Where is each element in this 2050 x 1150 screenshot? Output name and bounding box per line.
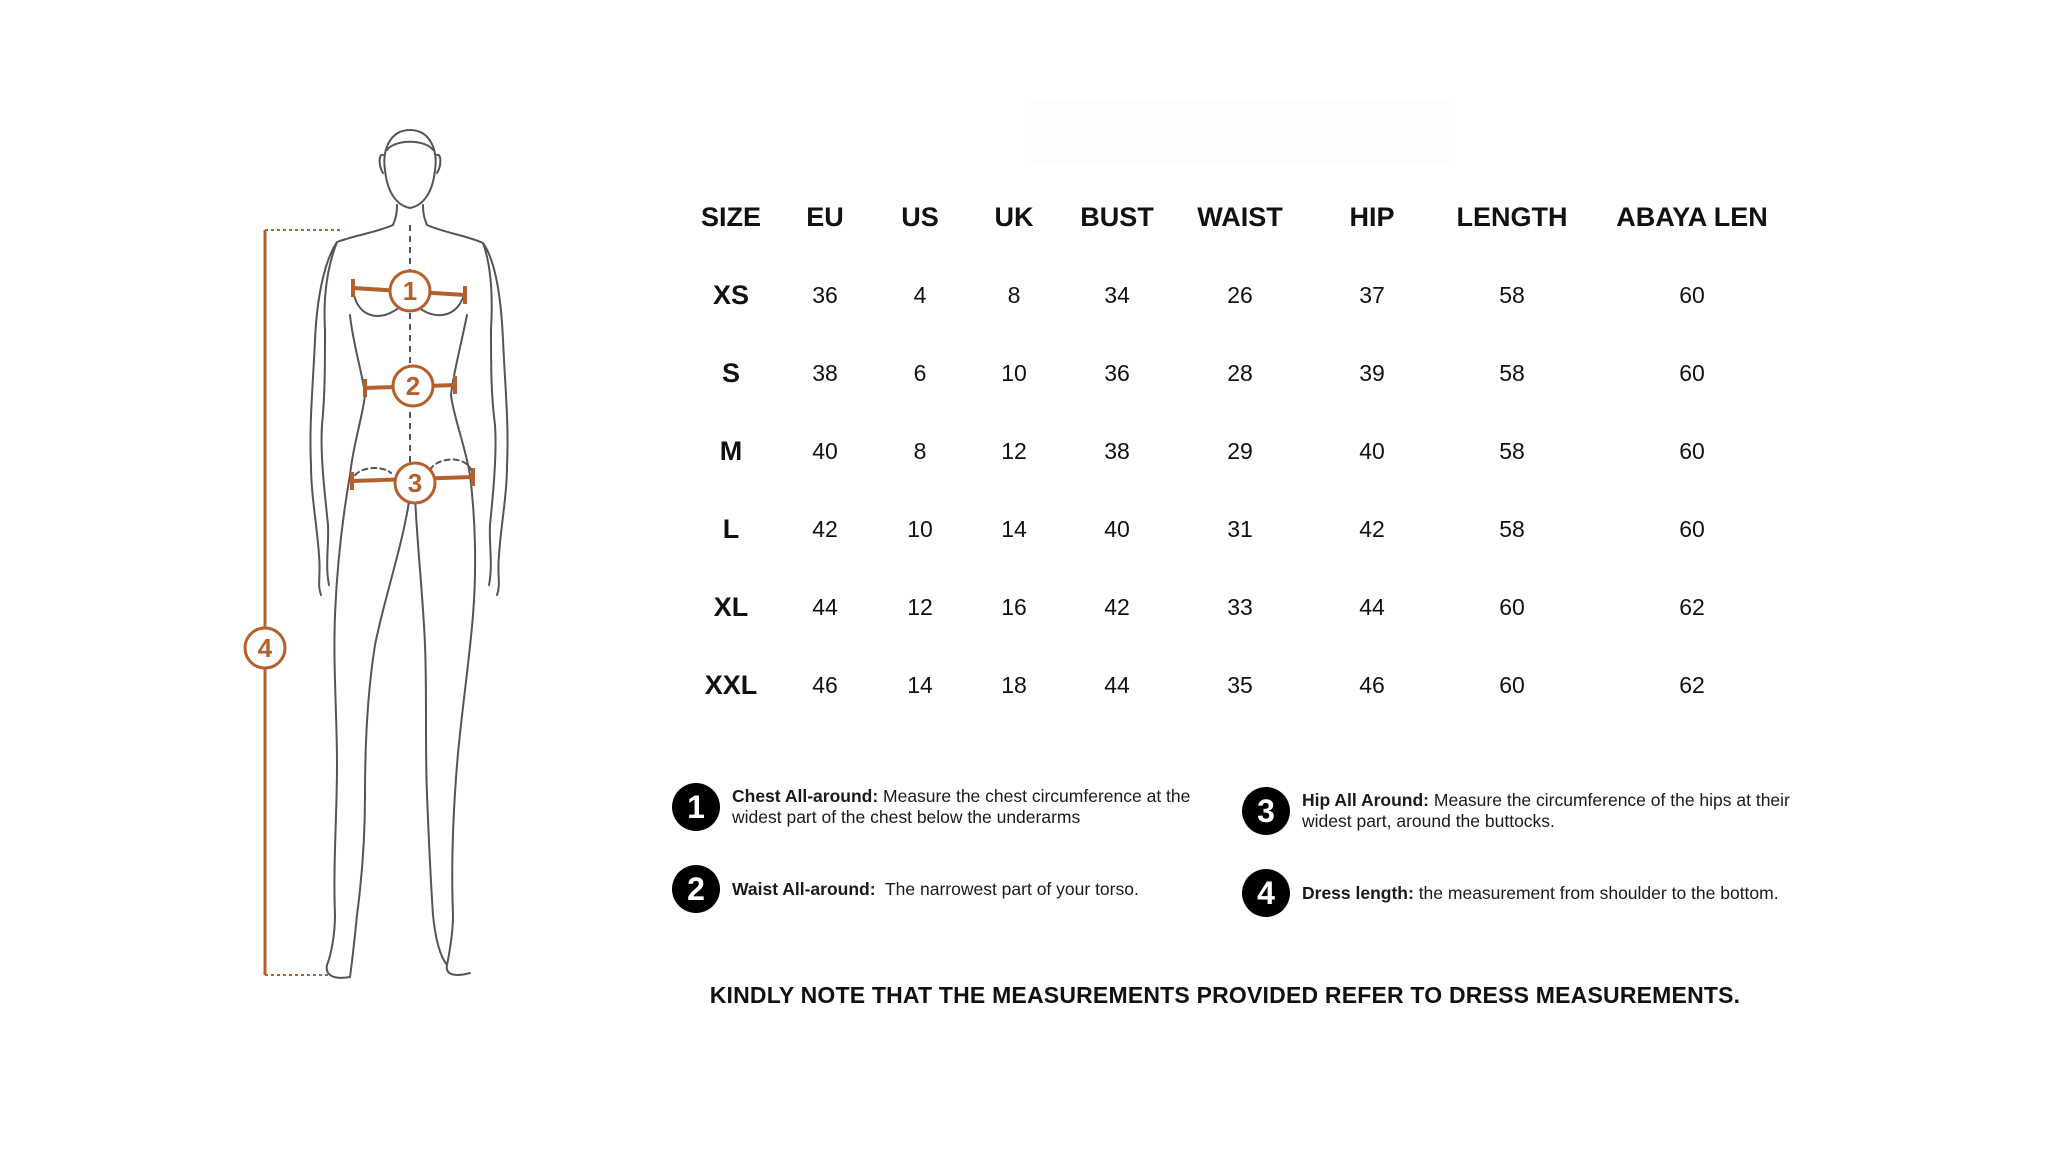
table-header-row: [685, 178, 1797, 256]
measurement-cell: 60: [1679, 437, 1705, 464]
header-placeholder: [1030, 100, 1450, 164]
table-body: [685, 256, 1797, 724]
measurement-cell: 60: [1679, 359, 1705, 386]
measurement-cell: 36: [812, 281, 838, 308]
measurement-cell: 34: [1104, 281, 1130, 308]
note-hip: [1242, 787, 1792, 835]
size-label-cell: XS: [712, 279, 750, 310]
column-header-uk: UK: [994, 201, 1034, 232]
measurement-cell: 42: [1359, 515, 1385, 542]
measurement-cell: 40: [812, 437, 838, 464]
measurement-cell: 40: [1104, 515, 1130, 542]
measurement-cell: 10: [907, 515, 933, 542]
note-waist-text: [732, 879, 1139, 900]
disclaimer-text: KINDLY NOTE THAT THE MEASUREMENTS PROVIDED REFER TO DRESS MEASUREMENTS.: [709, 982, 1741, 1008]
note-title: Chest All-around:: [732, 786, 879, 806]
column-header-size: SIZE: [700, 201, 761, 232]
column-header-abaya-len: ABAYA LEN: [1616, 201, 1768, 232]
marker-3-icon: [395, 463, 435, 503]
svg-text:2: 2: [405, 371, 421, 401]
table-row: [685, 490, 1797, 568]
column-header-hip: HIP: [1349, 201, 1395, 232]
measurement-cell: 29: [1227, 437, 1253, 464]
marker-4-icon: [245, 628, 285, 668]
measurement-cell: 58: [1499, 515, 1525, 542]
measurement-cell: 60: [1499, 671, 1525, 698]
measurement-cell: 14: [1001, 515, 1027, 542]
measurement-cell: 28: [1227, 359, 1253, 386]
body-measurement-figure: [225, 95, 545, 1015]
note-title: Hip All Around:: [1302, 790, 1430, 810]
table-row: [685, 568, 1797, 646]
measurement-cell: 62: [1679, 593, 1705, 620]
measurement-cell: 60: [1679, 281, 1705, 308]
measurement-cell: 58: [1499, 281, 1525, 308]
measurement-cell: 10: [1001, 359, 1027, 386]
measurement-cell: 60: [1499, 593, 1525, 620]
note-waist: [672, 865, 1222, 913]
measurement-cell: 42: [1104, 593, 1130, 620]
note-chest-text: [732, 786, 1222, 828]
measurement-notes: [672, 775, 1802, 935]
size-label-cell: XL: [713, 591, 749, 622]
measurement-cell: 16: [1001, 593, 1027, 620]
size-label-cell: S: [721, 357, 740, 388]
measurement-cell: 62: [1679, 671, 1705, 698]
table-row: [685, 256, 1797, 334]
note-description: Measure the circumference of the hips at their widest part, around the buttocks.: [1302, 790, 1790, 831]
column-header-us: US: [901, 201, 939, 232]
measurement-cell: 4: [913, 281, 927, 308]
measurement-cell: 31: [1227, 515, 1253, 542]
measurement-cell: 36: [1104, 359, 1130, 386]
table-row: [685, 334, 1797, 412]
measurement-cell: 35: [1227, 671, 1253, 698]
measurement-cell: 42: [812, 515, 838, 542]
svg-text:1: 1: [402, 276, 418, 306]
measurement-cell: 58: [1499, 437, 1525, 464]
svg-text:4: 4: [257, 633, 273, 663]
table-row: [685, 412, 1797, 490]
measurement-cell: 40: [1359, 437, 1385, 464]
size-label-cell: XXL: [704, 669, 758, 700]
note-hip-text: [1302, 790, 1792, 832]
note-description: The narrowest part of your torso.: [875, 878, 1139, 899]
measurement-cell: 46: [812, 671, 838, 698]
note-chest: [672, 783, 1222, 831]
note-length: [1242, 869, 1792, 917]
measurement-cell: 44: [1104, 671, 1130, 698]
measurement-cell: 44: [812, 593, 838, 620]
column-header-length: LENGTH: [1456, 201, 1568, 232]
number-3-icon: 3: [1242, 787, 1290, 835]
measurement-cell: 12: [1001, 437, 1027, 464]
measurement-cell: 12: [907, 593, 933, 620]
measurement-cell: 38: [1104, 437, 1130, 464]
number-1-icon: 1: [672, 783, 720, 831]
note-title: Dress length:: [1302, 882, 1414, 903]
measurement-cell: 8: [913, 437, 927, 464]
measurement-cell: 44: [1359, 593, 1385, 620]
measurement-cell: 18: [1001, 671, 1027, 698]
size-chart-table: [685, 178, 1797, 724]
number-4-icon: 4: [1242, 869, 1290, 917]
measurement-cell: 37: [1359, 281, 1385, 308]
note-length-text: [1302, 883, 1779, 904]
column-header-waist: WAIST: [1197, 201, 1283, 232]
measurement-cell: 58: [1499, 359, 1525, 386]
measurement-cell: 6: [913, 359, 927, 386]
marker-2-icon: [393, 366, 433, 406]
svg-text:3: 3: [407, 468, 423, 498]
column-header-bust: BUST: [1080, 201, 1154, 232]
measurement-cell: 26: [1227, 281, 1253, 308]
note-title: Waist All-around:: [732, 878, 876, 899]
number-2-icon: 2: [672, 865, 720, 913]
marker-1-icon: [390, 271, 430, 311]
measurement-cell: 8: [1007, 281, 1021, 308]
size-label-cell: L: [722, 513, 740, 544]
measurement-cell: 14: [907, 671, 933, 698]
note-description: the measurement from shoulder to the bottom.: [1413, 882, 1779, 903]
note-description: Measure the chest circumference at the widest part of the chest below the underarms: [732, 786, 1191, 827]
measurement-cell: 46: [1359, 671, 1385, 698]
table-row: [685, 646, 1797, 724]
measurement-cell: 39: [1359, 359, 1385, 386]
size-label-cell: M: [719, 435, 743, 466]
column-header-eu: EU: [806, 201, 844, 232]
measurement-cell: 60: [1679, 515, 1705, 542]
measurement-cell: 33: [1227, 593, 1253, 620]
measurement-cell: 38: [812, 359, 838, 386]
